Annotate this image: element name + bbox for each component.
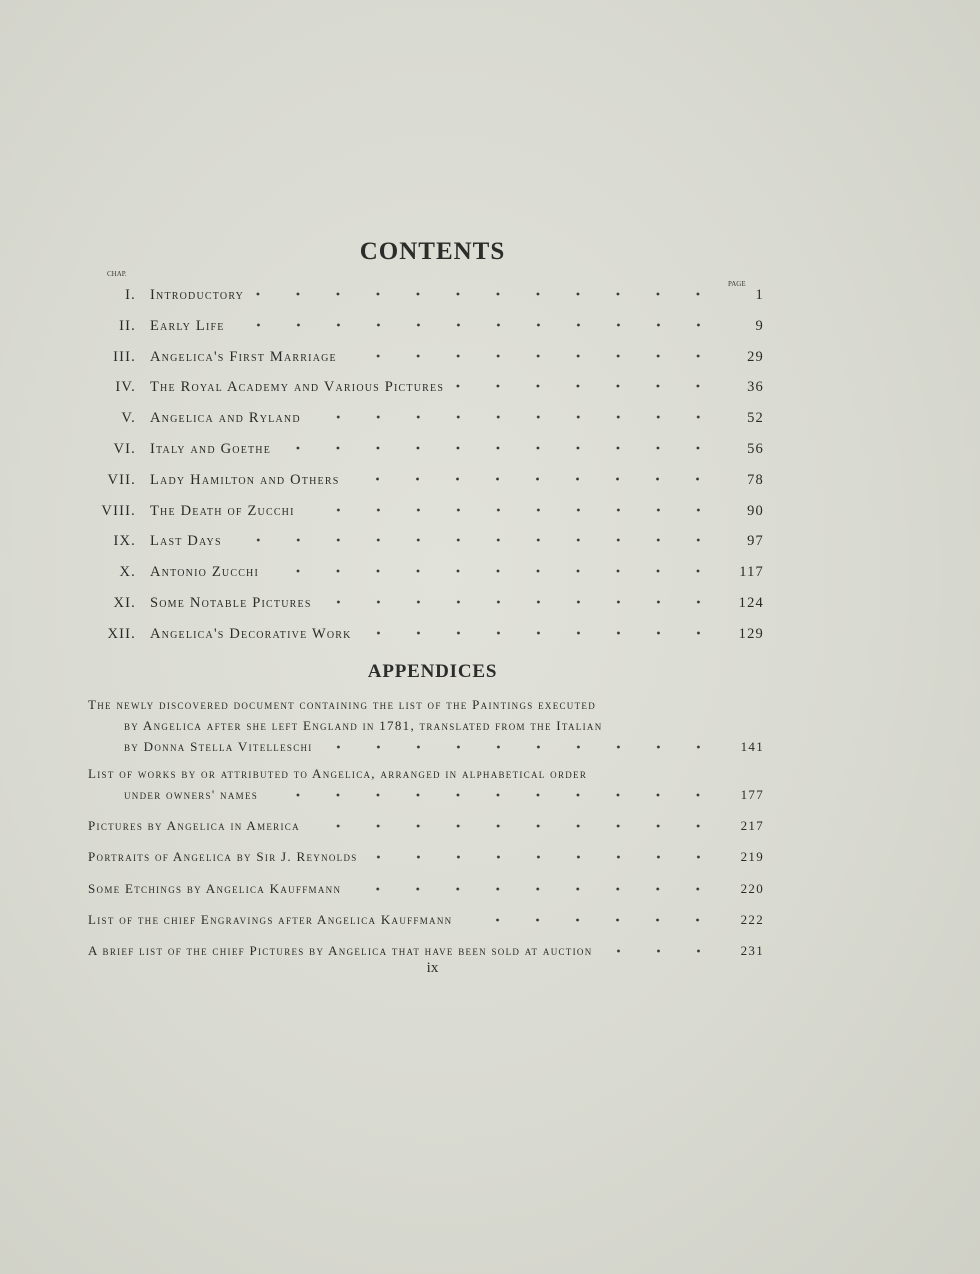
dot-leader <box>601 943 718 959</box>
chapter-number: II. <box>119 317 136 334</box>
dot-leader <box>308 818 718 834</box>
chapter-page-number: 129 <box>738 625 764 642</box>
appendix-line <box>88 763 764 784</box>
chapter-page-number: 90 <box>747 502 764 519</box>
chapter-number: III. <box>113 348 136 365</box>
toc-chapter-row <box>92 617 764 643</box>
dot-leader <box>460 912 718 928</box>
chapter-title: Antonio Zucchi <box>150 564 260 581</box>
dot-leader <box>233 317 718 333</box>
toc-chapter-row <box>92 463 764 489</box>
chapter-page-number: 1 <box>755 287 764 303</box>
dot-leader <box>349 881 718 897</box>
dot-leader <box>230 532 718 548</box>
toc-chapter-row <box>92 555 764 581</box>
chapter-page-number: 9 <box>755 317 764 334</box>
dot-leader <box>309 409 718 425</box>
toc-chapter-row <box>92 309 764 335</box>
appendix-text: under owners' names <box>124 787 259 802</box>
chapter-page-number: 117 <box>739 564 764 581</box>
appendix-page-number: 231 <box>740 943 764 958</box>
toc-appendix-entry <box>88 940 764 961</box>
toc-appendix-entry <box>88 815 764 836</box>
dot-leader <box>320 594 718 610</box>
appendix-line <box>88 694 764 715</box>
page-number: ix <box>426 960 439 976</box>
dot-leader <box>345 348 718 364</box>
toc-appendix-entry <box>88 878 764 899</box>
page-column-label: PAGE <box>728 280 746 288</box>
toc-chapter-row <box>92 370 764 396</box>
appendix-line <box>88 736 764 757</box>
dot-leader <box>321 739 718 755</box>
chap-column-label: CHAP. <box>107 270 127 278</box>
chapter-number: V. <box>121 410 136 427</box>
dot-leader <box>347 471 718 487</box>
toc-chapter-row <box>92 340 764 366</box>
appendix-page-number: 141 <box>740 739 764 754</box>
appendix-text: Portraits of Angelica by Sir J. Reynolds <box>88 849 358 864</box>
chapter-title: Angelica and Ryland <box>150 410 301 427</box>
chapter-title: Introductory <box>150 287 245 303</box>
chapter-number: XII. <box>107 625 136 642</box>
dot-leader <box>279 440 718 456</box>
appendix-text: List of the chief Engravings after Angelica Kauffmann <box>88 912 453 927</box>
chapter-number: VI. <box>113 441 136 457</box>
toc-appendix-entry <box>88 694 764 757</box>
appendix-line <box>88 940 764 961</box>
chapter-page-number: 124 <box>738 595 764 611</box>
chapter-title: Angelica's First Marriage <box>150 348 337 365</box>
chapter-page-number: 36 <box>747 379 764 396</box>
chapter-title: Early Life <box>150 317 225 334</box>
appendices-title: APPENDICES <box>367 661 498 682</box>
chapter-page-number: 56 <box>747 441 764 457</box>
appendix-line <box>88 846 764 867</box>
appendix-page-number: 217 <box>740 818 764 833</box>
appendix-text: Pictures by Angelica in America <box>88 818 300 833</box>
toc-chapter-row <box>92 524 764 550</box>
appendix-page-number: 222 <box>740 912 764 927</box>
toc-appendix-entry <box>88 846 764 867</box>
appendix-page-number: 220 <box>740 881 764 896</box>
chapter-title: Lady Hamilton and Others <box>150 471 340 488</box>
chapter-page-number: 78 <box>747 471 764 488</box>
chapter-number: X. <box>119 564 136 581</box>
chapter-title: Some Notable Pictures <box>150 595 312 611</box>
dot-leader <box>366 849 718 865</box>
chapter-number: IX. <box>113 533 136 550</box>
appendix-page-number: 219 <box>740 849 764 864</box>
chapter-title: Angelica's Decorative Work <box>150 625 352 642</box>
dot-leader <box>252 286 718 302</box>
appendix-text: List of works by or attributed to Angelica, arranged in alphabetical order <box>88 766 588 781</box>
dot-leader <box>266 787 718 803</box>
appendix-line <box>88 715 764 736</box>
appendix-line <box>88 878 764 899</box>
appendix-line <box>88 909 764 930</box>
appendix-line <box>88 815 764 836</box>
chapter-title: The Death of Zucchi <box>150 502 295 519</box>
appendix-text: The newly discovered document containing the list of the Paintings executed <box>88 697 597 712</box>
toc-appendix-entry <box>88 909 764 930</box>
toc-chapter-row <box>92 586 764 612</box>
toc-appendix-entry <box>88 763 764 805</box>
appendix-text: A brief list of the chief Pictures by Angelica that have been sold at auction <box>88 943 593 958</box>
chapter-number: I. <box>125 287 136 303</box>
contents-title: CONTENTS <box>359 238 506 265</box>
chapter-page-number: 29 <box>747 348 764 365</box>
appendix-line <box>88 784 764 805</box>
toc-chapter-row <box>92 432 764 458</box>
chapter-title: The Royal Academy and Various Pictures <box>150 379 445 396</box>
appendix-text: by Donna Stella Vitelleschi <box>124 739 313 754</box>
dot-leader <box>303 502 718 518</box>
chapter-number: VIII. <box>101 502 136 519</box>
chapter-number: IV. <box>115 379 136 396</box>
appendix-text: by Angelica after she left England in 1781, translated from the Italian <box>124 718 603 733</box>
toc-chapter-row <box>92 278 764 304</box>
toc-chapter-row <box>92 494 764 520</box>
dot-leader <box>452 378 718 394</box>
chapter-page-number: 52 <box>747 410 764 427</box>
appendix-text: Some Etchings by Angelica Kauffmann <box>88 881 342 896</box>
dot-leader <box>360 625 718 641</box>
chapter-number: XI. <box>113 595 136 611</box>
dot-leader <box>267 563 718 579</box>
chapter-number: VII. <box>107 471 136 488</box>
chapter-page-number: 97 <box>747 533 764 550</box>
chapter-title: Last Days <box>150 533 222 550</box>
toc-chapter-row <box>92 401 764 427</box>
chapter-title: Italy and Goethe <box>150 441 272 457</box>
appendix-page-number: 177 <box>740 787 764 802</box>
